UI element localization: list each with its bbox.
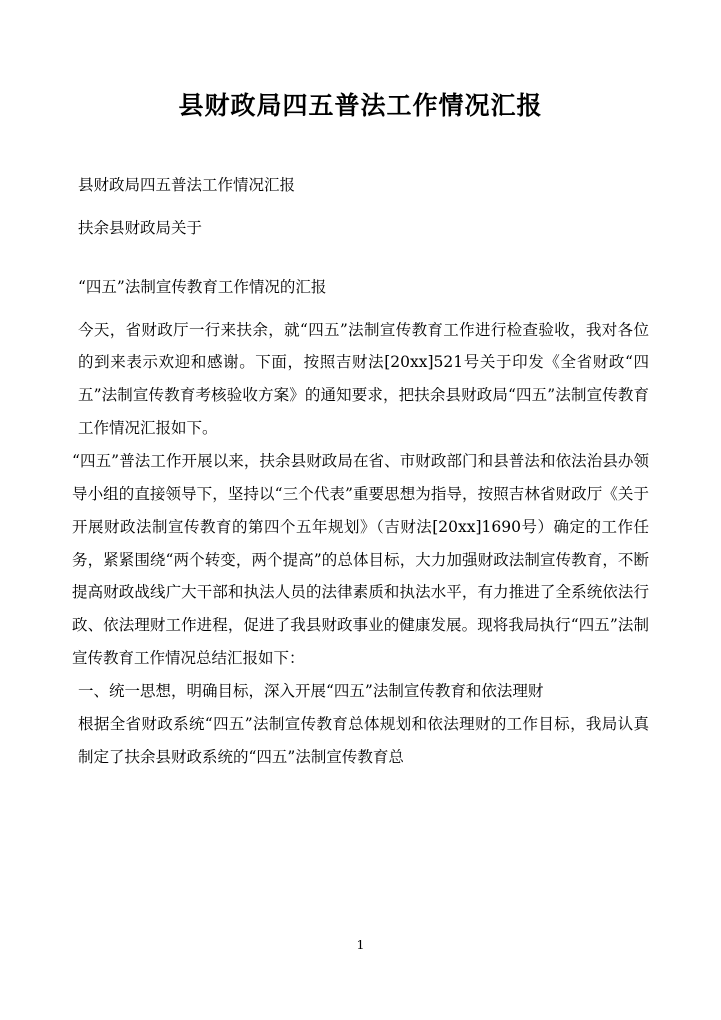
paragraph-body-2: “四五”普法工作开展以来，扶余县财政局在省、市财政部门和县普法和依法治县办领导小组的直接领导下，坚持以“三个代表”重要思想为指导，按照吉林省财政厅《关于开展财政法制宣传教育的第四个五年规划》（吉财法[20xx]1690号）确定的工作任务，紧紧围绕“两个转变，两个提高”的总体目标，大力加强财政法制宣传教育，不断提高财政战线广大干部和执法人员的法律素质和执法水平，有力推进了全系统依法行政、依法理财工作进程，促进了我县财政事业的健康发展。现将我局执行“四五”法制宣传教育工作情况总结汇报如下： xyxy=(72,452,649,668)
page-title: 县财政局四五普法工作情况汇报 xyxy=(178,91,543,120)
paragraph-subtitle-1: 县财政局四五普法工作情况汇报 xyxy=(78,176,296,194)
page-number: 1 xyxy=(356,937,365,952)
paragraph-subtitle-3: “四五”法制宣传教育工作情况的汇报 xyxy=(78,277,327,296)
paragraph-body-1: 今天，省财政厅一行来扶余，就“四五”法制宣传教育工作进行检查验收，我对各位的到来表示欢迎和感谢。下面，按照吉财法[20xx]521号关于印发《全省财政“四五”法制宣传教育考核验收方案》的通知要求，把扶余县财政局“四五”法制宣传教育工作情况汇报如下。 xyxy=(78,320,649,438)
paragraph-body-3: 一、统一思想，明确目标，深入开展“四五”法制宣传教育和依法理财 xyxy=(78,682,544,701)
document-body xyxy=(72,169,649,774)
paragraph-subtitle-2: 扶余县财政局关于 xyxy=(78,218,203,237)
paragraph-body-4: 根据全省财政系统“四五”法制宣传教育总体规划和依法理财的工作目标，我局认真制定了扶余县财政系统的“四五”法制宣传教育总 xyxy=(78,714,649,766)
